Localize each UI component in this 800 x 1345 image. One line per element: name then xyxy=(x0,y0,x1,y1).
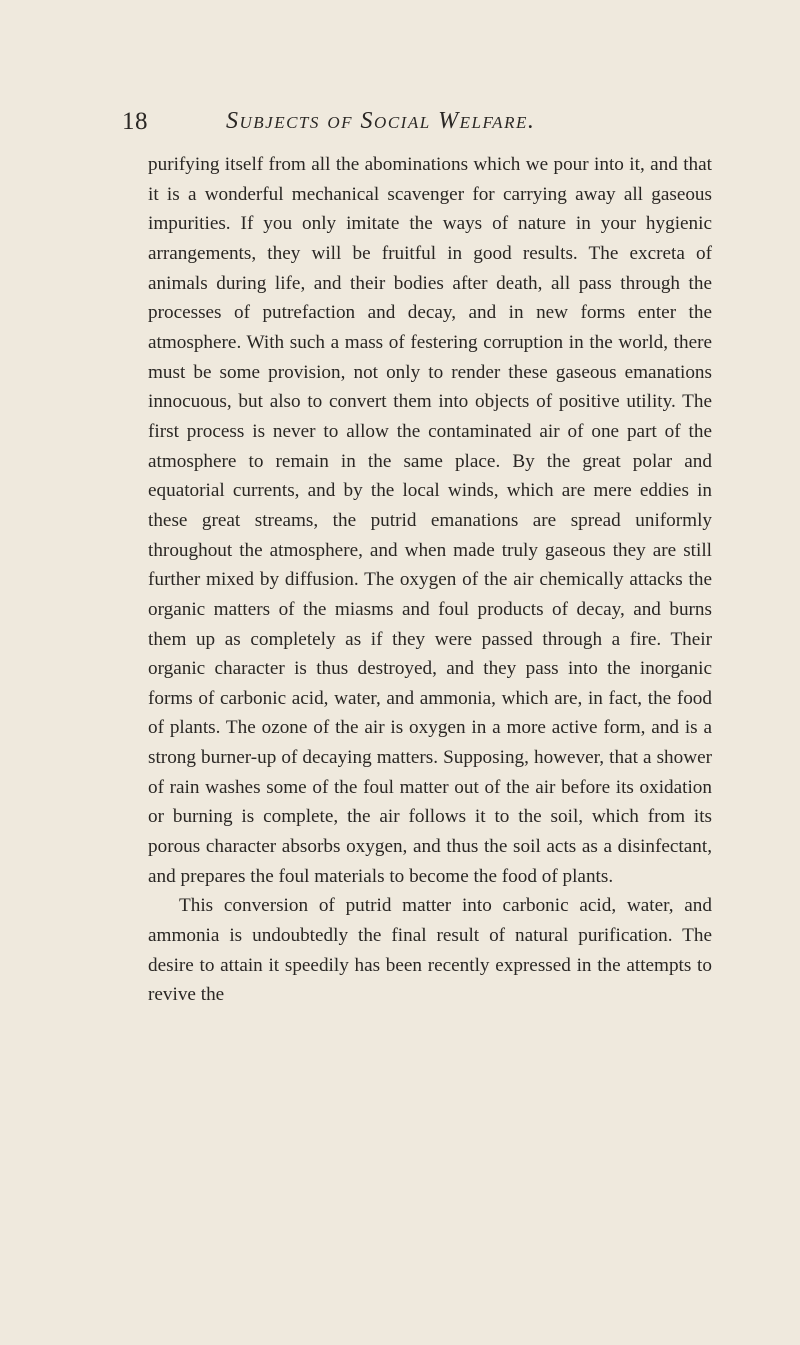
running-head-title: Subjects of Social Welfare. xyxy=(226,108,536,134)
paragraph: This conversion of putrid matter into carbonic acid, water, and ammonia is undoubtedly the final result of natural purification. The desire to attain it speedily has been recently expressed in the attempts to revive the xyxy=(148,895,712,1006)
body-text xyxy=(148,150,712,1010)
paragraph: purifying itself from all the abominations which we pour into it, and that it is a wonderful mechanical scavenger for carrying away all gaseous impurities. If you only imitate the ways of nature in your hygienic arrangements, they will be fruitful in good results. The excreta of animals during life, and their bodies after death, all pass through the processes of putrefaction and decay, and in new forms enter the atmosphere. With such a mass of festering corruption in the world, there must be some provision, not only to render these gaseous emanations innocuous, but also to convert them into objects of positive utility. The first process is never to allow the contaminated air of one part of the atmosphere to remain in the same place. By the great polar and equatorial currents, and by the local winds, which are mere eddies in these great streams, the putrid emanations are spread uniformly throughout the atmosphere, and when made truly gaseous they are still further mixed by diffusion. The oxygen of the air chemically attacks the organic matters of the miasms and foul products of decay, and burns them up as completely as if they were passed through a fire. Their organic character is thus destroyed, and they pass into the inorganic forms of carbonic acid, water, and ammonia, which are, in fact, the food of plants. The ozone of the air is oxygen in a more active form, and is a strong burner-up of decaying matters. Supposing, however, that a shower of rain washes some of the foul matter out of the air before its oxidation or burning is complete, the air follows it to the soil, which from its porous character absorbs oxygen, and thus the soil acts as a disinfectant, and prepares the foul materials to become the food of plants. xyxy=(148,154,712,887)
page-number: 18 xyxy=(122,108,148,135)
running-head xyxy=(122,108,708,142)
